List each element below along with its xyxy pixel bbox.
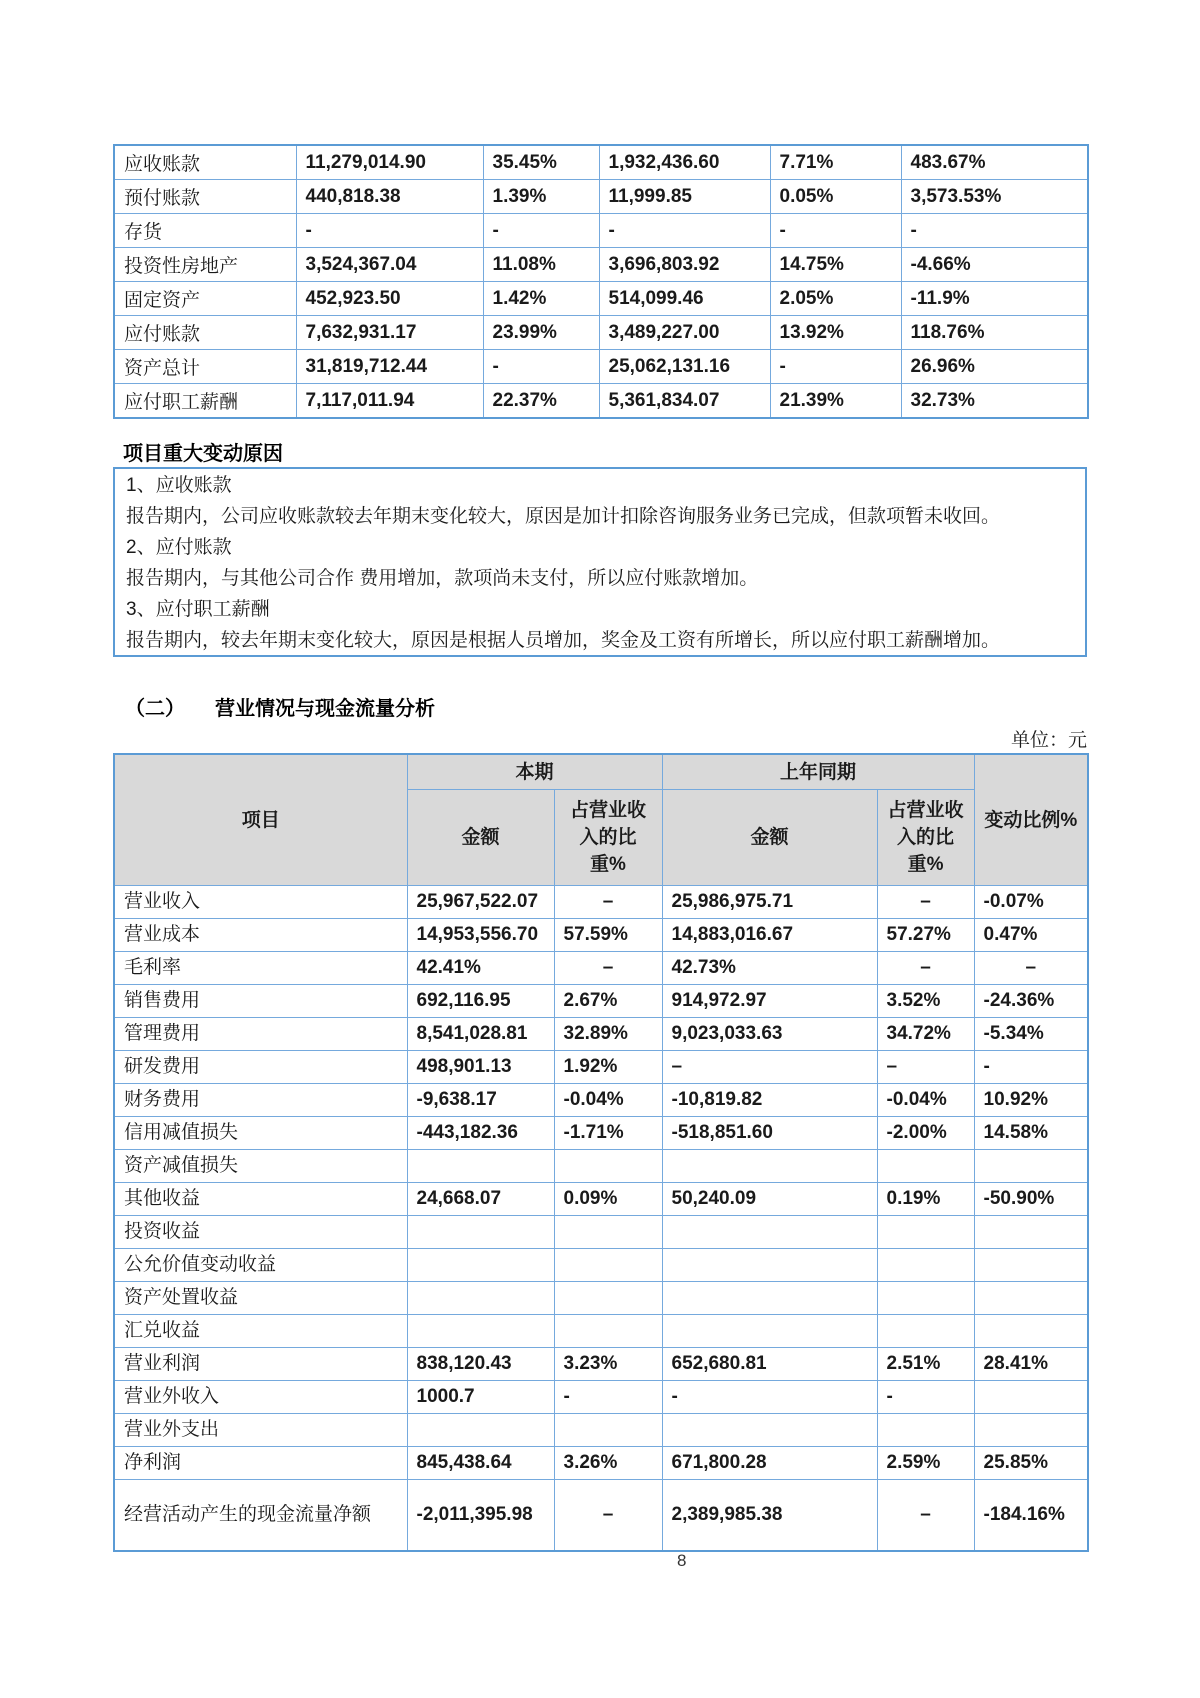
cell-value	[407, 1315, 554, 1348]
cell-value: 14,953,556.70	[407, 919, 554, 952]
section2-heading	[125, 692, 435, 721]
table-row	[114, 919, 1088, 952]
cell-value: 42.41%	[407, 952, 554, 985]
row-label: 应付账款	[114, 316, 296, 350]
cell-value	[974, 1150, 1088, 1183]
cell-value: -	[877, 1381, 974, 1414]
cell-value: -	[554, 1381, 662, 1414]
cell-value: -1.71%	[554, 1117, 662, 1150]
table-row	[114, 1447, 1088, 1480]
row-label: 应付职工薪酬	[114, 384, 296, 419]
reason-line: 3、应付职工薪酬	[126, 599, 270, 620]
cell-value	[662, 1216, 877, 1249]
cell-value: –	[877, 1051, 974, 1084]
cell-value	[407, 1249, 554, 1282]
cell-value: -	[483, 214, 599, 248]
cell-value	[662, 1150, 877, 1183]
cell-value: –	[554, 886, 662, 919]
cell-value	[407, 1282, 554, 1315]
cell-value	[554, 1315, 662, 1348]
header-item: 项目	[114, 754, 407, 886]
cell-value	[662, 1414, 877, 1447]
cell-value: 498,901.13	[407, 1051, 554, 1084]
table-row	[114, 1348, 1088, 1381]
header-amount-prior: 金额	[662, 790, 877, 886]
cell-value	[877, 1414, 974, 1447]
cell-value: –	[974, 952, 1088, 985]
cell-value: 652,680.81	[662, 1348, 877, 1381]
row-label: 投资性房地产	[114, 248, 296, 282]
table-row	[114, 350, 1088, 384]
cell-value: 0.47%	[974, 919, 1088, 952]
cell-value: 13.92%	[770, 316, 901, 350]
cell-value: 845,438.64	[407, 1447, 554, 1480]
cell-value: –	[877, 952, 974, 985]
cell-value: 3.52%	[877, 985, 974, 1018]
cell-value: -2,011,395.98	[407, 1480, 554, 1552]
cell-value: 2.51%	[877, 1348, 974, 1381]
cell-value: -184.16%	[974, 1480, 1088, 1552]
row-label: 经营活动产生的现金流量净额	[114, 1480, 407, 1552]
table-row	[114, 384, 1088, 419]
cell-value: 3,489,227.00	[599, 316, 770, 350]
cell-value: 7.71%	[770, 145, 901, 180]
cell-value: 25,967,522.07	[407, 886, 554, 919]
cell-value: -	[599, 214, 770, 248]
row-label: 预付账款	[114, 180, 296, 214]
header-pct-current: 占营业收入的比重%	[554, 790, 662, 886]
cell-value: -4.66%	[901, 248, 1088, 282]
section2-title: 营业情况与现金流量分析	[215, 698, 435, 720]
cell-value: 57.59%	[554, 919, 662, 952]
cell-value: 8,541,028.81	[407, 1018, 554, 1051]
cell-value: 2,389,985.38	[662, 1480, 877, 1552]
cell-value	[407, 1414, 554, 1447]
cell-value: 1.92%	[554, 1051, 662, 1084]
cell-value: 10.92%	[974, 1084, 1088, 1117]
table-row	[114, 1282, 1088, 1315]
cell-value: 5,361,834.07	[599, 384, 770, 419]
header-pct-prior: 占营业收入的比重%	[877, 790, 974, 886]
cell-value: 11,279,014.90	[296, 145, 483, 180]
cell-value: 452,923.50	[296, 282, 483, 316]
cell-value: –	[662, 1051, 877, 1084]
cell-value: 2.59%	[877, 1447, 974, 1480]
reason-line: 报告期内，较去年期末变化较大，原因是根据人员增加，奖金及工资有所增长，所以应付职工薪酬增加。	[126, 630, 1001, 651]
row-label: 存货	[114, 214, 296, 248]
cell-value: 1.39%	[483, 180, 599, 214]
row-label: 资产减值损失	[114, 1150, 407, 1183]
cell-value: -0.07%	[974, 886, 1088, 919]
cell-value: 2.67%	[554, 985, 662, 1018]
cell-value	[407, 1150, 554, 1183]
cell-value: 9,023,033.63	[662, 1018, 877, 1051]
cell-value: 28.41%	[974, 1348, 1088, 1381]
unit-label: 单位：元	[1010, 730, 1087, 751]
cell-value: 7,117,011.94	[296, 384, 483, 419]
page-number: 8	[677, 1551, 687, 1570]
cell-value: 14,883,016.67	[662, 919, 877, 952]
cell-value: 3,573.53%	[901, 180, 1088, 214]
cell-value	[554, 1414, 662, 1447]
cell-value	[974, 1315, 1088, 1348]
table-row	[114, 1150, 1088, 1183]
cell-value	[974, 1414, 1088, 1447]
row-label: 研发费用	[114, 1051, 407, 1084]
cell-value: 671,800.28	[662, 1447, 877, 1480]
row-label: 毛利率	[114, 952, 407, 985]
row-label: 公允价值变动收益	[114, 1249, 407, 1282]
analysis-header-row-groups	[114, 754, 1088, 790]
cell-value	[877, 1216, 974, 1249]
row-label: 财务费用	[114, 1084, 407, 1117]
table-row	[114, 1315, 1088, 1348]
cell-value: 914,972.97	[662, 985, 877, 1018]
table-row	[114, 316, 1088, 350]
table-row	[114, 214, 1088, 248]
cell-value: 3,524,367.04	[296, 248, 483, 282]
header-prior-period: 上年同期	[662, 754, 974, 790]
cell-value: 838,120.43	[407, 1348, 554, 1381]
cell-value: 35.45%	[483, 145, 599, 180]
table-row	[114, 886, 1088, 919]
cell-value: -	[770, 350, 901, 384]
row-label: 汇兑收益	[114, 1315, 407, 1348]
cell-value: –	[554, 1480, 662, 1552]
cell-value	[974, 1249, 1088, 1282]
cell-value: -2.00%	[877, 1117, 974, 1150]
section2-number: （二）	[125, 698, 185, 720]
cell-value: 50,240.09	[662, 1183, 877, 1216]
table-row	[114, 952, 1088, 985]
table-row	[114, 145, 1088, 180]
cell-value: 692,116.95	[407, 985, 554, 1018]
cell-value: -	[974, 1051, 1088, 1084]
cell-value: 24,668.07	[407, 1183, 554, 1216]
cell-value: 14.75%	[770, 248, 901, 282]
cell-value	[662, 1282, 877, 1315]
cell-value: -0.04%	[877, 1084, 974, 1117]
reason-line: 报告期内，公司应收账款较去年期末变化较大，原因是加计扣除咨询服务业务已完成，但款项暂未收回。	[126, 506, 1001, 527]
cell-value: 14.58%	[974, 1117, 1088, 1150]
header-change-ratio: 变动比例%	[974, 754, 1088, 886]
row-label: 管理费用	[114, 1018, 407, 1051]
table-row	[114, 180, 1088, 214]
table-row	[114, 1084, 1088, 1117]
cell-value: 23.99%	[483, 316, 599, 350]
cell-value: 2.05%	[770, 282, 901, 316]
cell-value: 25,986,975.71	[662, 886, 877, 919]
table-row	[114, 248, 1088, 282]
cell-value: 118.76%	[901, 316, 1088, 350]
cell-value: –	[877, 886, 974, 919]
cell-value: -	[770, 214, 901, 248]
row-label: 信用减值损失	[114, 1117, 407, 1150]
cell-value: 26.96%	[901, 350, 1088, 384]
cell-value: 1.42%	[483, 282, 599, 316]
cell-value: 483.67%	[901, 145, 1088, 180]
cell-value: –	[554, 952, 662, 985]
cell-value: -5.34%	[974, 1018, 1088, 1051]
cell-value: 34.72%	[877, 1018, 974, 1051]
table-row	[114, 1183, 1088, 1216]
change-reasons-heading: 项目重大变动原因	[123, 443, 283, 465]
cell-value: 31,819,712.44	[296, 350, 483, 384]
cell-value: 0.19%	[877, 1183, 974, 1216]
cell-value: 11.08%	[483, 248, 599, 282]
row-label: 销售费用	[114, 985, 407, 1018]
row-label: 营业成本	[114, 919, 407, 952]
reason-line: 报告期内，与其他公司合作 费用增加，款项尚未支付，所以应付账款增加。	[126, 568, 759, 589]
cell-value: 3,696,803.92	[599, 248, 770, 282]
table-row	[114, 1117, 1088, 1150]
row-label: 营业收入	[114, 886, 407, 919]
row-label: 资产处置收益	[114, 1282, 407, 1315]
row-label: 营业利润	[114, 1348, 407, 1381]
table-row	[114, 985, 1088, 1018]
cell-value: -	[662, 1381, 877, 1414]
header-current-period: 本期	[407, 754, 662, 790]
row-label: 应收账款	[114, 145, 296, 180]
balance-items-table	[113, 144, 1089, 419]
cell-value: 32.89%	[554, 1018, 662, 1051]
cell-value: 514,099.46	[599, 282, 770, 316]
cell-value: 3.23%	[554, 1348, 662, 1381]
reason-line: 1、应收账款	[126, 475, 232, 496]
cell-value: -0.04%	[554, 1084, 662, 1117]
cell-value	[974, 1381, 1088, 1414]
row-label: 其他收益	[114, 1183, 407, 1216]
cell-value	[877, 1150, 974, 1183]
cell-value	[877, 1315, 974, 1348]
cell-value: -9,638.17	[407, 1084, 554, 1117]
cell-value	[554, 1216, 662, 1249]
table-row	[114, 1216, 1088, 1249]
table-row	[114, 1018, 1088, 1051]
row-label: 营业外支出	[114, 1414, 407, 1447]
cell-value: -	[901, 214, 1088, 248]
cell-value: -443,182.36	[407, 1117, 554, 1150]
table-row	[114, 1051, 1088, 1084]
cell-value: 25,062,131.16	[599, 350, 770, 384]
analysis-table	[113, 753, 1089, 1552]
table-row	[114, 1249, 1088, 1282]
cell-value: 1000.7	[407, 1381, 554, 1414]
cell-value: -	[296, 214, 483, 248]
cell-value: -11.9%	[901, 282, 1088, 316]
row-label: 投资收益	[114, 1216, 407, 1249]
cell-value: 11,999.85	[599, 180, 770, 214]
cell-value: 0.09%	[554, 1183, 662, 1216]
cell-value	[554, 1150, 662, 1183]
cell-value: 440,818.38	[296, 180, 483, 214]
cell-value: 22.37%	[483, 384, 599, 419]
cell-value: 57.27%	[877, 919, 974, 952]
change-reasons-box	[113, 467, 1087, 657]
cell-value: 7,632,931.17	[296, 316, 483, 350]
cell-value: –	[877, 1480, 974, 1552]
cell-value	[554, 1282, 662, 1315]
cell-value	[407, 1216, 554, 1249]
cell-value: 1,932,436.60	[599, 145, 770, 180]
row-label: 净利润	[114, 1447, 407, 1480]
cell-value: 32.73%	[901, 384, 1088, 419]
cell-value	[877, 1249, 974, 1282]
cell-value: 0.05%	[770, 180, 901, 214]
table-row	[114, 1414, 1088, 1447]
header-amount-current: 金额	[407, 790, 554, 886]
row-label: 营业外收入	[114, 1381, 407, 1414]
cell-value	[662, 1315, 877, 1348]
reason-line: 2、应付账款	[126, 537, 232, 558]
cell-value: 21.39%	[770, 384, 901, 419]
cell-value: 3.26%	[554, 1447, 662, 1480]
cell-value: 42.73%	[662, 952, 877, 985]
cell-value	[662, 1249, 877, 1282]
table-row	[114, 1480, 1088, 1552]
cell-value: -10,819.82	[662, 1084, 877, 1117]
row-label: 资产总计	[114, 350, 296, 384]
cell-value: -518,851.60	[662, 1117, 877, 1150]
cell-value	[974, 1216, 1088, 1249]
table-row	[114, 282, 1088, 316]
table-row	[114, 1381, 1088, 1414]
cell-value: 25.85%	[974, 1447, 1088, 1480]
cell-value: -	[483, 350, 599, 384]
cell-value: -50.90%	[974, 1183, 1088, 1216]
cell-value	[974, 1282, 1088, 1315]
cell-value	[877, 1282, 974, 1315]
cell-value	[554, 1249, 662, 1282]
row-label: 固定资产	[114, 282, 296, 316]
cell-value: -24.36%	[974, 985, 1088, 1018]
